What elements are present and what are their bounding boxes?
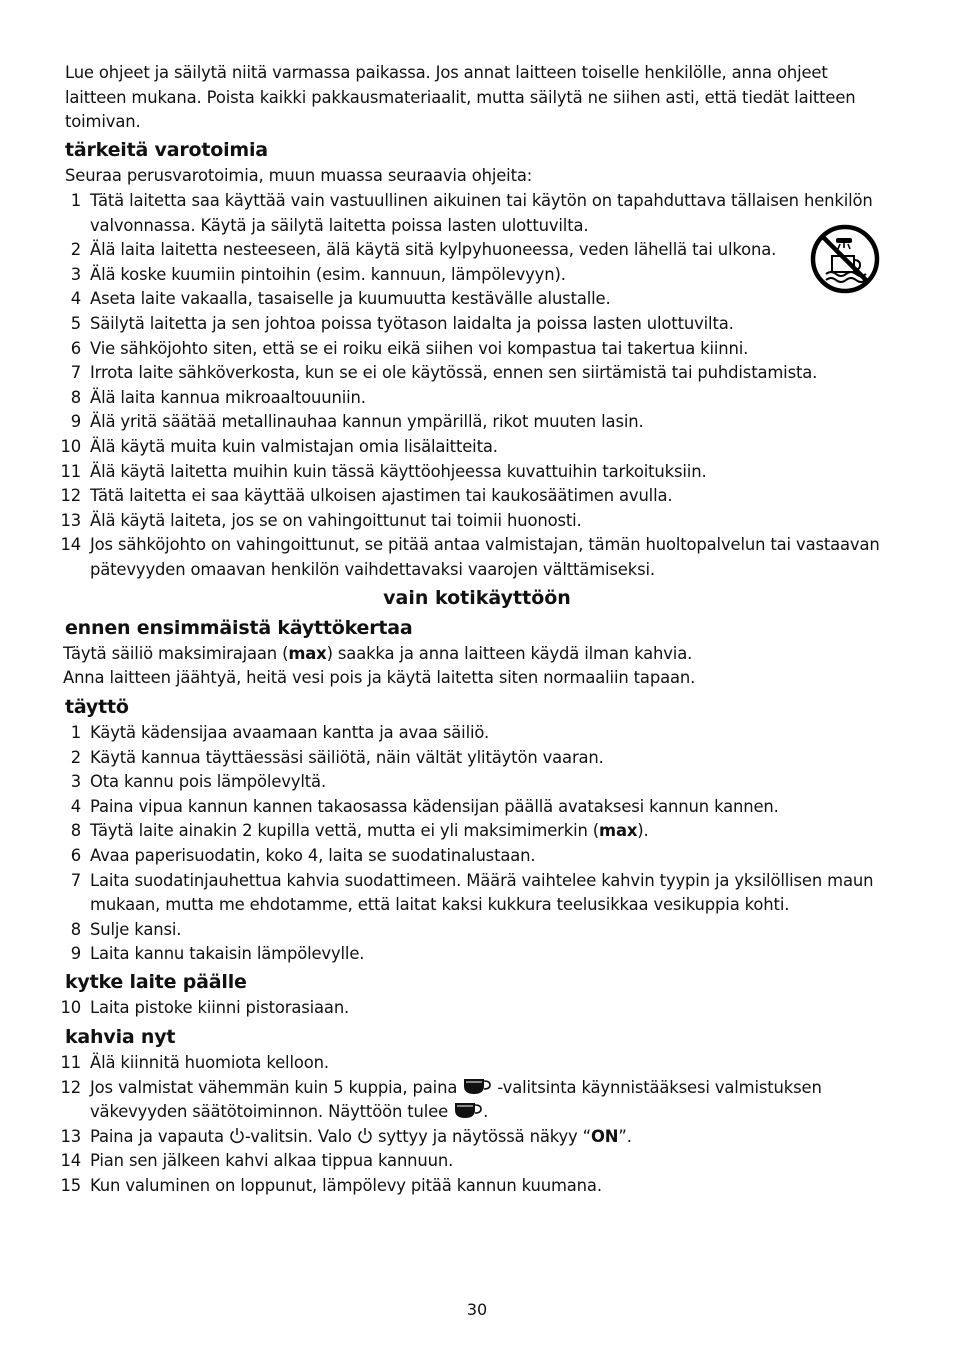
list-item: 13 Paina ja vapauta -valitsin. Valo syttyy ja näytössä näkyy “ON”. [60, 1126, 632, 1146]
list-item [50, 361, 890, 386]
list-item [50, 721, 890, 746]
list-item-number: 2 [70, 240, 81, 260]
list-item [50, 189, 890, 238]
list-item-text: Paina vipua kannun kannen takaosassa kädensijan päällä avataksesi kannun kannen. [90, 796, 779, 816]
list-item-text: Tätä laitetta ei saa käyttää ulkoisen ajastimen tai kaukosäätimen avulla. [90, 486, 673, 506]
list-item: 12 Jos valmistat vähemmän kuin 5 kuppia, paina -valitsinta käynnistääksesi valmistuksen väkevyyden säätötoiminnon. Näyttöön tulee . [60, 1077, 822, 1122]
list-item-text: Älä koske kuumiin pintoihin (esim. kannuun, lämpölevyyn). [90, 264, 566, 284]
safety-heading: tärkeitä varotoimia [65, 139, 268, 161]
list-item-text: Laita suodatinjauhettua kahvia suodattimeen. Määrä vaihtelee kahvin tyypin ja yksilöllisen maun mukaan, mutta me ehdotamme, että laitat kaksi kukkura teelusikkaa vesikuppia kohti. [90, 870, 874, 915]
list-item-number: 6 [70, 338, 81, 358]
power-icon [357, 1127, 373, 1145]
list-item-number: 7 [70, 870, 81, 890]
list-item-text: Avaa paperisuodatin, koko 4, laita se suodatinalustaan. [90, 845, 536, 865]
list-item [50, 746, 890, 771]
list-item [50, 287, 890, 312]
list-item [50, 263, 890, 288]
list-item [50, 533, 890, 582]
list-item-number: 4 [70, 289, 81, 309]
intro-paragraph: Lue ohjeet ja säilytä niitä varmassa paikassa. Jos annat laitteen toiselle henkilölle, anna ohjeet laitteen mukana. Poista kaikki pakkausmateriaalit, mutta säilytä ne siihen asti, että tiedät laitteen toimivan. [65, 63, 856, 132]
list-item-text: Aseta laite vakaalla, tasaiselle ja kuumuutta kestävälle alustalle. [90, 289, 611, 309]
list-item [50, 337, 890, 362]
max-mark: max [599, 821, 638, 841]
list-item-text: ). [637, 821, 649, 841]
list-item: 15 Kun valuminen on loppunut, lämpölevy pitää kannun kuumana. [60, 1175, 602, 1195]
list-item [50, 869, 890, 918]
list-item-number: 14 [60, 535, 81, 555]
filling-heading: täyttö [65, 696, 129, 718]
list-item-number: 8 [70, 387, 81, 407]
list-item-number: 4 [70, 796, 81, 816]
list-item-text: Älä käytä laitetta muihin kuin tässä käyttöohjeessa kuvattuihin tarkoituksiin. [90, 461, 707, 481]
list-item-text: Jos sähköjohto on vahingoittunut, se pitää antaa valmistajan, tämän huoltopalvelun tai vastaavan pätevyyden omaavan henkilön vaihdettavaksi vaarojen välttämiseksi. [90, 535, 880, 579]
list-item-number: 12 [60, 486, 81, 506]
list-item [50, 918, 890, 943]
switch-on-heading: kytke laite päälle [65, 971, 247, 993]
coffee-now-heading: kahvia nyt [65, 1026, 176, 1048]
list-item-text: Älä käytä muita kuin valmistajan omia lisälaitteita. [90, 436, 498, 456]
list-item-number: 11 [60, 461, 81, 481]
list-item-number: 8 [70, 919, 81, 939]
list-item [50, 386, 890, 411]
list-item-number: 7 [70, 363, 81, 383]
list-item-text: Täytä laite ainakin 2 kupilla vettä, mutta ei yli maksimimerkin ( [90, 821, 600, 841]
safety-lead: Seuraa perusvarotoimia, muun muassa seuraavia ohjeita: [65, 166, 533, 185]
list-item [50, 238, 810, 263]
list-item [50, 410, 890, 435]
power-icon [229, 1127, 245, 1145]
list-item [50, 509, 890, 534]
list-item: 10 Laita pistoke kiinni pistorasiaan. [60, 998, 350, 1017]
list-item [50, 770, 890, 795]
list-item-text: Tätä laitetta saa käyttää vain vastuullinen aikuinen tai käytön on tapahduttava tällaisen henkilön valvonnassa. Käytä ja säilytä laitetta poissa lasten ulottuvilta. [90, 191, 873, 235]
list-item-number: 9 [70, 412, 81, 432]
list-item-text: Älä käytä laiteta, jos se on vahingoittunut tai toimii huonosti. [90, 510, 582, 530]
list-item-text: Käytä kädensijaa avaamaan kantta ja avaa säiliö. [90, 723, 490, 742]
safety-list [50, 189, 890, 583]
list-item-number: 6 [70, 845, 81, 865]
household-use-heading: vain kotikäyttöön [383, 587, 571, 609]
list-item-number: 9 [70, 944, 81, 964]
list-item: 14 Pian sen jälkeen kahvi alkaa tippua kannuun. [60, 1151, 454, 1171]
list-item-number: 3 [70, 264, 81, 284]
list-item-text: Vie sähköjohto siten, että se ei roiku eikä siihen voi kompastua tai takertua kiinni. [90, 338, 749, 358]
list-item-text: Säilytä laitetta ja sen johtoa poissa työtason laidalta ja poissa lasten ulottuvilta. [90, 313, 734, 333]
list-item: 11 Älä kiinnitä huomiota kelloon. [60, 1053, 329, 1072]
list-item [50, 844, 890, 869]
list-item-number: 1 [70, 723, 81, 742]
list-item [50, 435, 890, 460]
list-item-text: Sulje kansi. [90, 919, 182, 939]
list-item [50, 819, 890, 844]
list-item-text: Laita kannu takaisin lämpölevylle. [90, 944, 365, 964]
list-item [50, 795, 890, 820]
list-item-text: Älä laita laitetta nesteeseen, älä käytä sitä kylpyhuoneessa, veden lähellä tai ulkona. [90, 240, 777, 260]
list-item-number: 10 [60, 436, 81, 456]
list-item-text: Älä yritä säätää metallinauhaa kannun ympärillä, rikot muuten lasin. [90, 412, 644, 432]
list-item [50, 942, 890, 967]
list-item-number: 1 [70, 191, 81, 210]
first-use-line2: Anna laitteen jäähtyä, heitä vesi pois ja käytä laitetta siten normaaliin tapaan. [63, 668, 696, 687]
list-item [50, 484, 890, 509]
cup-strength-icon [453, 1100, 483, 1120]
first-use-line1: Täytä säiliö maksimirajaan (max) saakka ja anna laitteen käydä ilman kahvia. [63, 644, 693, 663]
list-item-text: Irrota laite sähköverkosta, kun se ei ole käytössä, ennen sen siirtämistä tai puhdistamista. [90, 363, 818, 383]
coffee-now-list [50, 1051, 890, 1199]
list-item-number: 5 [70, 313, 81, 333]
list-item [50, 312, 890, 337]
list-item-number: 8 [70, 821, 81, 841]
page-number: 30 [466, 1300, 488, 1319]
filling-list [50, 721, 890, 967]
list-item-number: 2 [70, 747, 81, 767]
list-item-text: Käytä kannua täyttäessäsi säiliötä, näin vältät ylitäytön vaaran. [90, 747, 604, 767]
no-water-immersion-icon [810, 224, 880, 294]
cup-strength-icon [462, 1076, 492, 1096]
list-item-text: Ota kannu pois lämpölevyltä. [90, 772, 327, 792]
list-item-number: 13 [60, 510, 81, 530]
list-item-number: 3 [70, 772, 81, 792]
list-item [50, 460, 890, 485]
list-item-text: Älä laita kannua mikroaaltouuniin. [90, 387, 366, 407]
first-use-heading: ennen ensimmäistä käyttökertaa [65, 617, 413, 639]
switch-on-list [50, 996, 890, 1021]
